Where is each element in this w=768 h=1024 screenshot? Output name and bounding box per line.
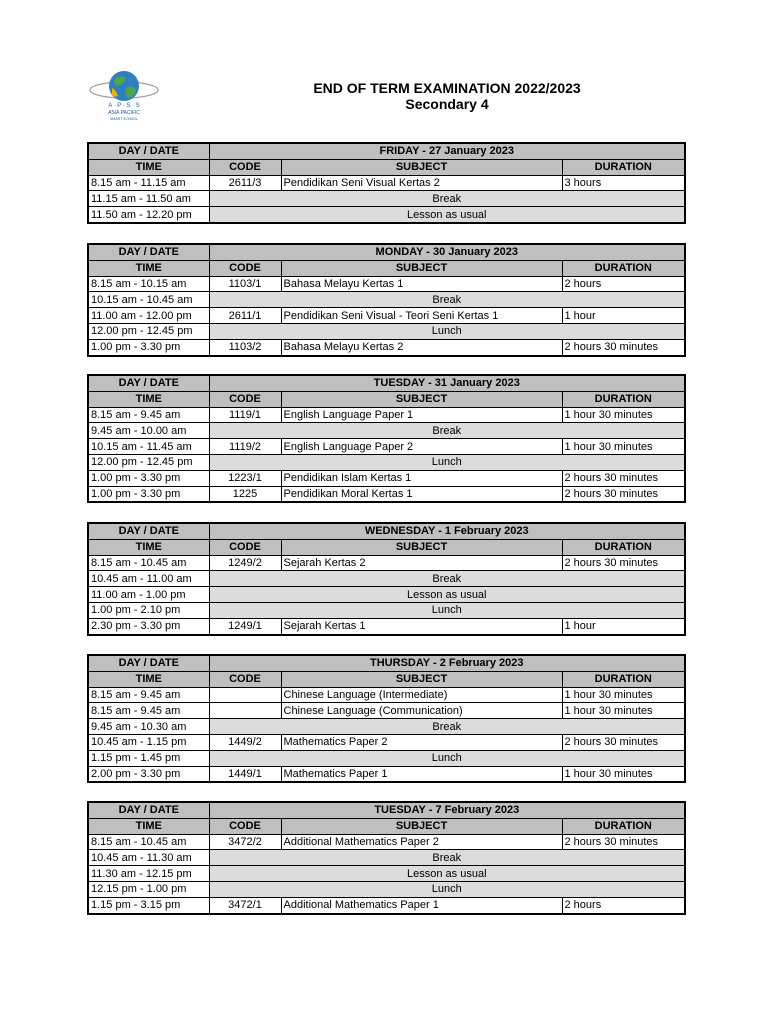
table-row (88, 719, 685, 735)
time-cell: 12.00 pm - 12.45 pm (88, 454, 209, 470)
code-cell: 1119/1 (209, 407, 281, 423)
duration-cell: 1 hour (562, 618, 685, 634)
subject-cell: Pendidikan Seni Visual Kertas 2 (281, 175, 562, 191)
subject-cell: Chinese Language (Communication) (281, 703, 562, 719)
span-cell: Lunch (209, 881, 685, 897)
day-date-label: DAY / DATE (88, 143, 209, 159)
table-row (88, 439, 685, 455)
time-cell: 11.00 am - 1.00 pm (88, 587, 209, 603)
time-cell: 1.15 pm - 3.15 pm (88, 897, 209, 913)
span-cell: Lesson as usual (209, 207, 685, 223)
table-row (88, 407, 685, 423)
table-row (88, 308, 685, 324)
duration-cell: 1 hour 30 minutes (562, 439, 685, 455)
table-row (88, 470, 685, 486)
col-subject-header: SUBJECT (281, 539, 562, 555)
duration-cell: 1 hour 30 minutes (562, 766, 685, 782)
table-row (88, 423, 685, 439)
subject-cell: Mathematics Paper 1 (281, 766, 562, 782)
duration-cell: 3 hours (562, 175, 685, 191)
code-cell: 1119/2 (209, 439, 281, 455)
time-cell: 10.15 am - 11.45 am (88, 439, 209, 455)
subject-cell: English Language Paper 2 (281, 439, 562, 455)
day-header-row (88, 802, 685, 818)
time-cell: 8.15 am - 9.45 am (88, 407, 209, 423)
subject-cell: Pendidikan Seni Visual - Teori Seni Kertas 1 (281, 308, 562, 324)
code-cell: 1249/2 (209, 555, 281, 571)
code-cell (209, 687, 281, 703)
day-date-label: DAY / DATE (88, 523, 209, 539)
col-duration-header: DURATION (562, 159, 685, 175)
code-cell: 1225 (209, 486, 281, 502)
day-header-row (88, 143, 685, 159)
time-cell: 8.15 am - 9.45 am (88, 703, 209, 719)
col-time-header: TIME (88, 539, 209, 555)
time-cell: 1.00 pm - 3.30 pm (88, 339, 209, 355)
code-cell (209, 703, 281, 719)
column-header-row (88, 159, 685, 175)
day-date-value: WEDNESDAY - 1 February 2023 (209, 523, 685, 539)
time-cell: 8.15 am - 10.45 am (88, 834, 209, 850)
time-cell: 2.30 pm - 3.30 pm (88, 618, 209, 634)
code-cell: 1249/1 (209, 618, 281, 634)
code-cell: 2611/3 (209, 175, 281, 191)
school-logo (86, 66, 162, 122)
col-code-header: CODE (209, 159, 281, 175)
col-duration-header: DURATION (562, 671, 685, 687)
duration-cell: 2 hours 30 minutes (562, 555, 685, 571)
col-time-header: TIME (88, 260, 209, 276)
time-cell: 10.45 am - 1.15 pm (88, 734, 209, 750)
table-row (88, 339, 685, 355)
table-row (88, 486, 685, 502)
code-cell: 3472/1 (209, 897, 281, 913)
col-subject-header: SUBJECT (281, 391, 562, 407)
title-line2: Secondary 4 (405, 96, 489, 112)
time-cell: 12.00 pm - 12.45 pm (88, 323, 209, 339)
span-cell: Lunch (209, 323, 685, 339)
subject-cell: Sejarah Kertas 2 (281, 555, 562, 571)
span-cell: Break (209, 719, 685, 735)
table-row (88, 207, 685, 223)
schedule-table (87, 374, 686, 503)
subject-cell: Chinese Language (Intermediate) (281, 687, 562, 703)
table-row (88, 750, 685, 766)
duration-cell: 1 hour 30 minutes (562, 703, 685, 719)
title-line1: END OF TERM EXAMINATION 2022/2023 (313, 80, 581, 96)
time-cell: 2.00 pm - 3.30 pm (88, 766, 209, 782)
col-code-header: CODE (209, 671, 281, 687)
col-duration-header: DURATION (562, 391, 685, 407)
span-cell: Break (209, 850, 685, 866)
time-cell: 11.15 am - 11.50 am (88, 191, 209, 207)
time-cell: 8.15 am - 10.45 am (88, 555, 209, 571)
table-row (88, 175, 685, 191)
day-header-row (88, 523, 685, 539)
code-cell: 1223/1 (209, 470, 281, 486)
subject-cell: Sejarah Kertas 1 (281, 618, 562, 634)
logo-line2: SMART SCHOOL (110, 117, 138, 121)
time-cell: 11.30 am - 12.15 pm (88, 866, 209, 882)
col-duration-header: DURATION (562, 539, 685, 555)
duration-cell: 1 hour 30 minutes (562, 407, 685, 423)
time-cell: 10.45 am - 11.30 am (88, 850, 209, 866)
table-row (88, 323, 685, 339)
span-cell: Break (209, 191, 685, 207)
logo-letters: A · P · S · S (108, 103, 140, 109)
col-time-header: TIME (88, 391, 209, 407)
col-code-header: CODE (209, 539, 281, 555)
duration-cell: 2 hours 30 minutes (562, 486, 685, 502)
table-row (88, 766, 685, 782)
schedule-table (87, 654, 686, 783)
span-cell: Break (209, 423, 685, 439)
duration-cell: 2 hours 30 minutes (562, 339, 685, 355)
span-cell: Lesson as usual (209, 866, 685, 882)
subject-cell: Bahasa Melayu Kertas 2 (281, 339, 562, 355)
col-subject-header: SUBJECT (281, 818, 562, 834)
day-header-row (88, 375, 685, 391)
time-cell: 10.15 am - 10.45 am (88, 292, 209, 308)
column-header-row (88, 539, 685, 555)
duration-cell: 2 hours (562, 897, 685, 913)
code-cell: 1449/1 (209, 766, 281, 782)
document-title (220, 80, 674, 112)
col-code-header: CODE (209, 260, 281, 276)
span-cell: Lunch (209, 602, 685, 618)
time-cell: 8.15 am - 10.15 am (88, 276, 209, 292)
duration-cell: 1 hour (562, 308, 685, 324)
subject-cell: Pendidikan Moral Kertas 1 (281, 486, 562, 502)
time-cell: 10.45 am - 11.00 am (88, 571, 209, 587)
span-cell: Break (209, 292, 685, 308)
day-header-row (88, 244, 685, 260)
col-duration-header: DURATION (562, 818, 685, 834)
schedule-table (87, 142, 686, 224)
day-date-label: DAY / DATE (88, 802, 209, 818)
col-code-header: CODE (209, 391, 281, 407)
time-cell: 9.45 am - 10.30 am (88, 719, 209, 735)
time-cell: 11.00 am - 12.00 pm (88, 308, 209, 324)
day-date-value: TUESDAY - 7 February 2023 (209, 802, 685, 818)
col-duration-header: DURATION (562, 260, 685, 276)
subject-cell: Additional Mathematics Paper 2 (281, 834, 562, 850)
duration-cell: 2 hours 30 minutes (562, 834, 685, 850)
col-subject-header: SUBJECT (281, 159, 562, 175)
code-cell: 3472/2 (209, 834, 281, 850)
schedule-table (87, 522, 686, 636)
table-row (88, 191, 685, 207)
schedule-table (87, 243, 686, 357)
code-cell: 1103/2 (209, 339, 281, 355)
col-time-header: TIME (88, 159, 209, 175)
day-date-label: DAY / DATE (88, 655, 209, 671)
column-header-row (88, 391, 685, 407)
subject-cell: Pendidikan Islam Kertas 1 (281, 470, 562, 486)
code-cell: 1103/1 (209, 276, 281, 292)
span-cell: Break (209, 571, 685, 587)
table-row (88, 834, 685, 850)
duration-cell: 2 hours (562, 276, 685, 292)
time-cell: 1.15 pm - 1.45 pm (88, 750, 209, 766)
table-row (88, 850, 685, 866)
subject-cell: Additional Mathematics Paper 1 (281, 897, 562, 913)
time-cell: 9.45 am - 10.00 am (88, 423, 209, 439)
span-cell: Lunch (209, 750, 685, 766)
col-subject-header: SUBJECT (281, 671, 562, 687)
table-row (88, 734, 685, 750)
time-cell: 1.00 pm - 2.10 pm (88, 602, 209, 618)
logo-line1: ASIA PACIFIC (108, 110, 140, 116)
time-cell: 1.00 pm - 3.30 pm (88, 470, 209, 486)
table-row (88, 618, 685, 634)
duration-cell: 2 hours 30 minutes (562, 734, 685, 750)
col-code-header: CODE (209, 818, 281, 834)
time-cell: 8.15 am - 11.15 am (88, 175, 209, 191)
day-date-label: DAY / DATE (88, 244, 209, 260)
day-date-value: MONDAY - 30 January 2023 (209, 244, 685, 260)
time-cell: 11.50 am - 12.20 pm (88, 207, 209, 223)
subject-cell: Mathematics Paper 2 (281, 734, 562, 750)
table-row (88, 897, 685, 913)
column-header-row (88, 260, 685, 276)
table-row (88, 555, 685, 571)
table-row (88, 454, 685, 470)
table-row (88, 571, 685, 587)
schedule-table (87, 801, 686, 915)
time-cell: 12.15 pm - 1.00 pm (88, 881, 209, 897)
column-header-row (88, 671, 685, 687)
day-date-value: FRIDAY - 27 January 2023 (209, 143, 685, 159)
table-row (88, 276, 685, 292)
day-date-value: THURSDAY - 2 February 2023 (209, 655, 685, 671)
time-cell: 8.15 am - 9.45 am (88, 687, 209, 703)
table-row (88, 881, 685, 897)
duration-cell: 2 hours 30 minutes (562, 470, 685, 486)
column-header-row (88, 818, 685, 834)
time-cell: 1.00 pm - 3.30 pm (88, 486, 209, 502)
code-cell: 2611/1 (209, 308, 281, 324)
table-row (88, 587, 685, 603)
subject-cell: Bahasa Melayu Kertas 1 (281, 276, 562, 292)
table-row (88, 866, 685, 882)
table-row (88, 292, 685, 308)
span-cell: Lunch (209, 454, 685, 470)
day-header-row (88, 655, 685, 671)
duration-cell: 1 hour 30 minutes (562, 687, 685, 703)
table-row (88, 703, 685, 719)
table-row (88, 687, 685, 703)
day-date-label: DAY / DATE (88, 375, 209, 391)
subject-cell: English Language Paper 1 (281, 407, 562, 423)
col-time-header: TIME (88, 818, 209, 834)
col-time-header: TIME (88, 671, 209, 687)
table-row (88, 602, 685, 618)
code-cell: 1449/2 (209, 734, 281, 750)
col-subject-header: SUBJECT (281, 260, 562, 276)
day-date-value: TUESDAY - 31 January 2023 (209, 375, 685, 391)
span-cell: Lesson as usual (209, 587, 685, 603)
